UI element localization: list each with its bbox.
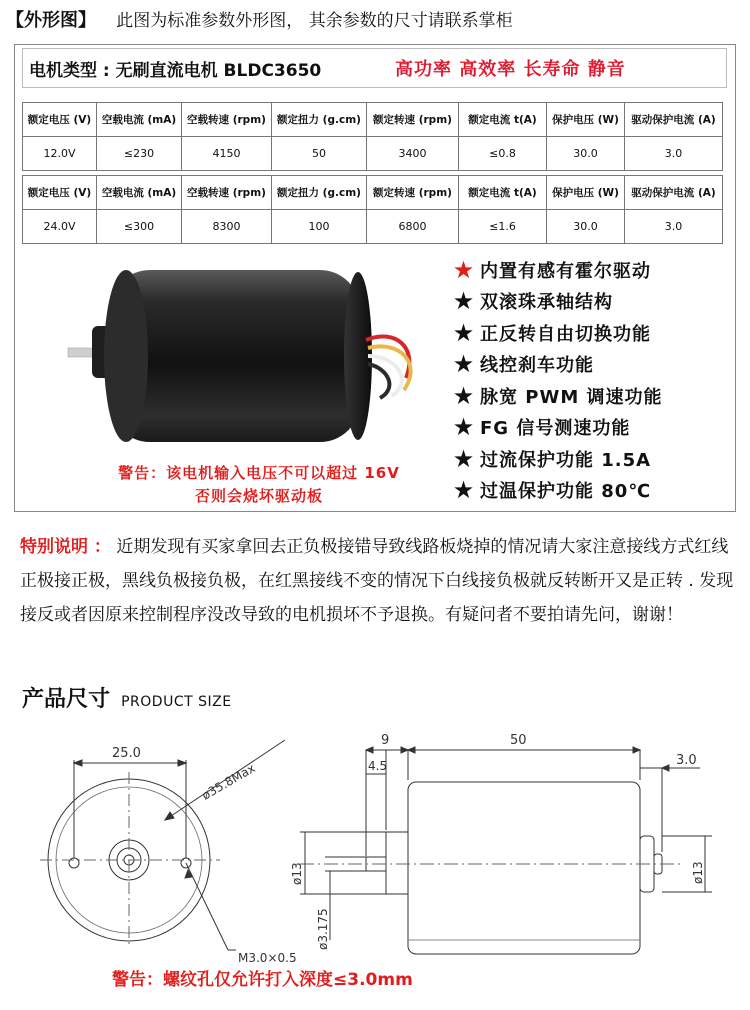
side-view bbox=[300, 747, 712, 954]
dim-shaft-length: 4.5 bbox=[368, 759, 388, 773]
table-cell: ≤1.6 bbox=[459, 210, 547, 244]
table-cell: 50 bbox=[272, 137, 367, 171]
feature-text: 过流保护功能 1.5A bbox=[480, 449, 652, 471]
dim-boss-length: 9 bbox=[381, 733, 390, 748]
dim-rear-diameter: ø13 bbox=[691, 861, 705, 884]
feature-item bbox=[448, 412, 740, 444]
dim-hole-spacing: 25.0 bbox=[112, 746, 141, 761]
table-cell: 30.0 bbox=[547, 210, 625, 244]
notice-label: 特别说明 ： bbox=[20, 537, 111, 557]
header-title: 【外形图】 bbox=[6, 10, 96, 31]
table-header-cell: 驱动保护电流 (A) bbox=[625, 176, 723, 210]
star-icon: ★ bbox=[452, 255, 476, 284]
table-header-cell: 额定电流 t(A) bbox=[459, 176, 547, 210]
table-cell: 3400 bbox=[367, 137, 459, 171]
motor-features-headline: 高功率 高效率 长寿命 静音 bbox=[395, 59, 626, 80]
table-header-cell: 额定电压 (V) bbox=[23, 103, 97, 137]
page-header bbox=[6, 6, 746, 36]
table-header-cell: 空载转速 (rpm) bbox=[182, 103, 272, 137]
table-header-cell: 额定转速 (rpm) bbox=[367, 176, 459, 210]
feature-item bbox=[448, 286, 740, 318]
dim-thread: M3.0×0.5 bbox=[238, 951, 297, 965]
dim-body-length: 50 bbox=[510, 733, 527, 748]
feature-item bbox=[448, 380, 740, 412]
spec-table-24v bbox=[22, 175, 723, 244]
table-cell: ≤300 bbox=[97, 210, 182, 244]
star-icon: ★ bbox=[452, 444, 476, 473]
table-header-cell: 空载电流 (mA) bbox=[97, 103, 182, 137]
table-row bbox=[23, 210, 723, 244]
table-cell: ≤230 bbox=[97, 137, 182, 171]
table-cell: 4150 bbox=[182, 137, 272, 171]
special-notice bbox=[20, 530, 736, 632]
table-cell: 8300 bbox=[182, 210, 272, 244]
star-icon: ★ bbox=[452, 287, 476, 316]
table-header-row bbox=[23, 176, 723, 210]
product-size-title bbox=[22, 682, 232, 713]
product-size-title-en: PRODUCT SIZE bbox=[121, 694, 232, 710]
voltage-warning bbox=[74, 462, 444, 508]
table-header-cell: 额定电流 t(A) bbox=[459, 103, 547, 137]
table-cell: 100 bbox=[272, 210, 367, 244]
feature-item bbox=[448, 349, 740, 381]
spec-table-12v bbox=[22, 102, 723, 171]
star-icon: ★ bbox=[452, 318, 476, 347]
dim-boss-diameter: ø13 bbox=[290, 862, 304, 885]
feature-text: 脉宽 PWM 调速功能 bbox=[480, 386, 663, 408]
dimension-drawing bbox=[0, 720, 750, 970]
feature-text: 双滚珠承轴结构 bbox=[480, 292, 613, 314]
table-header-cell: 额定转速 (rpm) bbox=[367, 103, 459, 137]
feature-item bbox=[448, 443, 740, 475]
table-cell: ≤0.8 bbox=[459, 137, 547, 171]
table-header-row bbox=[23, 103, 723, 137]
motor-title-box bbox=[22, 48, 727, 88]
table-cell: 24.0V bbox=[23, 210, 97, 244]
table-header-cell: 保护电压 (W) bbox=[547, 103, 625, 137]
table-header-cell: 空载电流 (mA) bbox=[97, 176, 182, 210]
motor-product-image bbox=[66, 268, 446, 448]
table-header-cell: 空载转速 (rpm) bbox=[182, 176, 272, 210]
dim-shaft-diameter: ø3.175 bbox=[316, 908, 330, 950]
star-icon: ★ bbox=[452, 476, 476, 505]
table-cell: 30.0 bbox=[547, 137, 625, 171]
table-header-cell: 额定扭力 (g.cm) bbox=[272, 176, 367, 210]
table-header-cell: 保护电压 (W) bbox=[547, 176, 625, 210]
voltage-warning-line2: 否则会烧坏驱动板 bbox=[194, 487, 323, 505]
header-description: 此图为标准参数外形图， 其余参数的尺寸请联系掌柜 bbox=[116, 11, 513, 31]
notice-text: 近期发现有买家拿回去正负极接错导致线路板烧掉的情况请大家注意接线方式红线正极接正极，黑线负极接负极，在红黑接线不变的情况下白线接负极就反转断开又是正转 . 发现接反或者因原来控制程序没改导致的电机损坏不予退换。有疑问者不要拍请先问，谢谢！ bbox=[20, 537, 734, 625]
feature-list bbox=[448, 254, 740, 506]
table-cell: 3.0 bbox=[625, 137, 723, 171]
feature-text: 线控刹车功能 bbox=[480, 355, 594, 377]
feature-text: 正反转自由切换功能 bbox=[480, 323, 651, 345]
table-header-cell: 额定扭力 (g.cm) bbox=[272, 103, 367, 137]
feature-text: 内置有感有霍尔驱动 bbox=[480, 260, 651, 282]
table-cell: 6800 bbox=[367, 210, 459, 244]
dim-outer-diameter: ø35.8Max bbox=[199, 761, 258, 803]
table-row bbox=[23, 137, 723, 171]
star-icon: ★ bbox=[452, 413, 476, 442]
feature-item bbox=[448, 254, 740, 286]
star-icon: ★ bbox=[452, 350, 476, 379]
voltage-warning-line1: 警告：该电机输入电压不可以超过 16V bbox=[118, 464, 400, 482]
table-cell: 3.0 bbox=[625, 210, 723, 244]
dim-rear-length: 3.0 bbox=[676, 753, 697, 768]
feature-text: 过温保护功能 80℃ bbox=[480, 481, 652, 503]
motor-type: 电机类型 : 无刷直流电机 BLDC3650 bbox=[29, 61, 322, 81]
feature-item bbox=[448, 317, 740, 349]
product-size-title-cn: 产品尺寸 bbox=[22, 687, 111, 712]
feature-item bbox=[448, 475, 740, 507]
table-cell: 12.0V bbox=[23, 137, 97, 171]
star-icon: ★ bbox=[452, 381, 476, 410]
depth-warning: 警告：螺纹孔仅允许打入深度≤3.0mm bbox=[112, 970, 413, 990]
table-header-cell: 额定电压 (V) bbox=[23, 176, 97, 210]
table-header-cell: 驱动保护电流 (A) bbox=[625, 103, 723, 137]
feature-text: FG 信号测速功能 bbox=[480, 418, 631, 440]
